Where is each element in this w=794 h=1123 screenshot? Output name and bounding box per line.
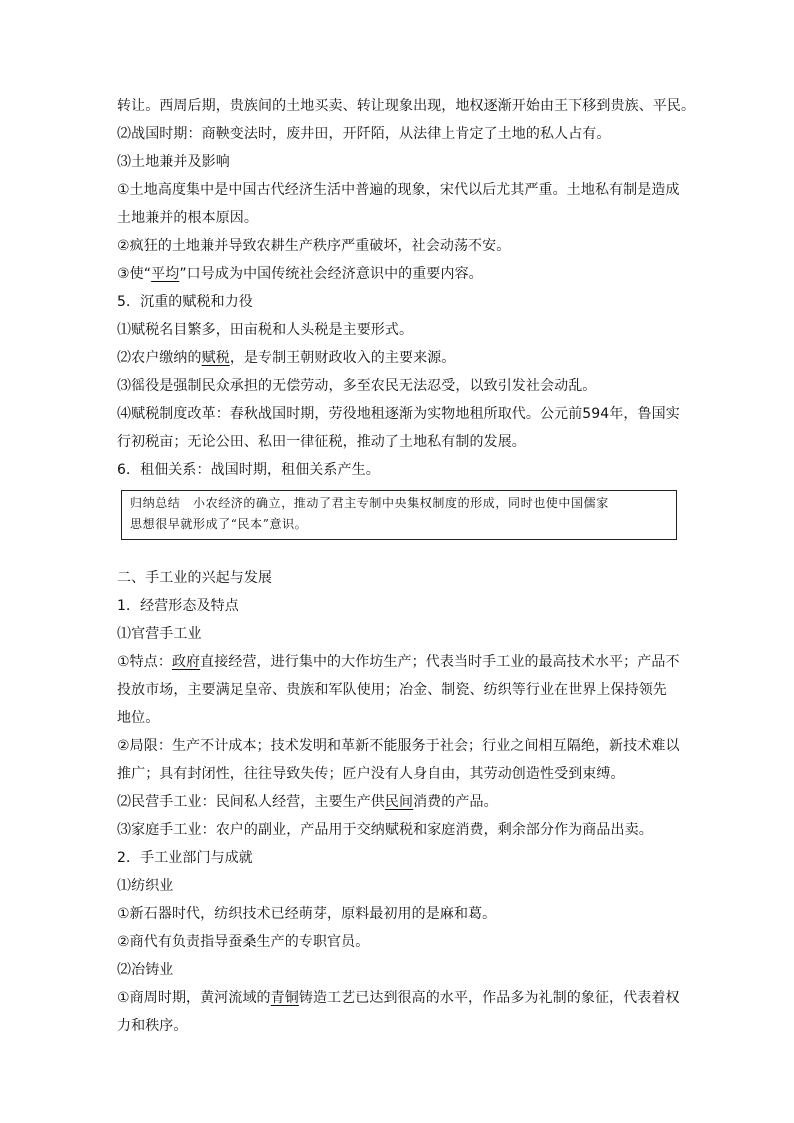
text-line [117, 984, 681, 1012]
text-line [117, 428, 681, 456]
text-segment: 2．手工业部门与成就 [117, 850, 253, 866]
text-segment: ⑵民营手工业：民间私人经营，主要生产供 [117, 794, 385, 810]
text-segment: ⑴纺织业 [117, 878, 174, 894]
text-segment: 消费的产品。 [413, 794, 498, 810]
text-line [117, 816, 681, 844]
text-line [117, 620, 681, 648]
text-segment: ②疯狂的土地兼并导致农耕生产秩序严重破坏，社会动荡不安。 [117, 238, 511, 254]
text-line [117, 1012, 681, 1040]
text-segment: 转让。西周后期，贵族间的土地买卖、转让现象出现，地权逐渐开始由王下移到贵族、平民。 [117, 98, 696, 114]
text-segment: 投放市场，主要满足皇帝、贵族和军队使用；冶金、制瓷、纺织等行业在世界上保持领先 [117, 682, 667, 698]
text-segment: 直接经营，进行集中的大作坊生产；代表当时手工业的最高技术水平；产品不 [200, 654, 680, 670]
text-segment: ①商周时期，黄河流域的 [117, 990, 271, 1006]
text-segment: ⑵冶铸业 [117, 962, 174, 978]
text-line [117, 120, 681, 148]
text-line [117, 260, 681, 288]
text-line [117, 148, 681, 176]
underlined-term: 平均 [151, 266, 180, 282]
underlined-term: 政府 [171, 654, 201, 670]
text-line [117, 676, 681, 704]
summary-line-1: 归纳总结 小农经济的确立，推动了君主专制中央集权制度的形成，同时也使中国儒家 [130, 496, 609, 510]
text-segment: ⑶家庭手工业：农户的副业，产品用于交纳赋税和家庭消费，剩余部分作为商品出卖。 [117, 822, 653, 838]
section-gap [117, 540, 681, 564]
text-segment: ①新石器时代，纺织技术已经萌芽，原料最初用的是麻和葛。 [117, 906, 497, 922]
underlined-term: 青铜 [270, 990, 299, 1006]
text-segment: ③使“ [117, 266, 152, 282]
text-segment: 行初税亩；无论公田、私田一律征税，推动了土地私有制的发展。 [117, 434, 526, 450]
text-segment: ⑶土地兼并及影响 [117, 154, 230, 170]
text-line [117, 176, 681, 204]
text-segment: 5．沉重的赋税和力役 [117, 294, 253, 310]
text-segment: ②局限：生产不计成本；技术发明和革新不能服务于社会；行业之间相互隔绝，新技术难以 [117, 738, 680, 754]
text-line [117, 564, 681, 592]
text-line [117, 592, 681, 620]
text-segment: 1．经营形态及特点 [117, 598, 239, 614]
text-line [117, 344, 681, 372]
text-line [117, 92, 696, 120]
document-page [117, 92, 696, 1040]
text-line [117, 928, 681, 956]
text-segment: 6．租佃关系：战国时期，租佃关系产生。 [117, 462, 380, 478]
text-line [117, 704, 681, 732]
underlined-term: 民间 [384, 794, 414, 810]
text-line [117, 232, 681, 260]
text-section-b [117, 564, 681, 1040]
text-segment: ①土地高度集中是中国古代经济生活中普遍的现象，宋代以后尤其严重。土地私有制是造成 [117, 182, 680, 198]
text-segment: 铸造工艺已达到很高的水平，作品多为礼制的象征，代表着权 [298, 990, 680, 1006]
text-line [117, 844, 681, 872]
text-segment: ⑴官营手工业 [117, 626, 202, 642]
text-line [117, 732, 681, 760]
text-segment: ⑶徭役是强制民众承担的无偿劳动，多至农民无法忍受，以致引发社会动乱。 [117, 378, 597, 394]
text-line [117, 456, 681, 484]
text-segment: 地位。 [117, 710, 160, 726]
text-line [117, 400, 681, 428]
text-line [117, 316, 681, 344]
text-line [117, 372, 681, 400]
text-segment: ①特点： [117, 654, 172, 670]
text-section-a [117, 92, 696, 484]
text-line [117, 788, 681, 816]
text-segment: ，是专制王朝财政收入的主要来源。 [229, 350, 456, 366]
text-line [117, 900, 681, 928]
summary-box [121, 490, 677, 540]
text-line [117, 956, 681, 984]
text-segment: ⑷赋税制度改革：春秋战国时期，劳役地租逐渐为实物地租所取代。公元前594年，鲁国实 [117, 406, 680, 422]
text-segment: ⑵农户缴纳的 [117, 350, 202, 366]
text-line [117, 872, 681, 900]
summary-line-2: 思想很早就形成了“民本”意识。 [130, 517, 308, 531]
text-segment: ②商代有负责指导蚕桑生产的专职官员。 [117, 934, 370, 950]
text-line [117, 204, 681, 232]
text-line [117, 288, 681, 316]
underlined-term: 赋税 [201, 350, 230, 366]
text-segment: 土地兼并的根本原因。 [117, 210, 258, 226]
text-segment: 二、手工业的兴起与发展 [117, 570, 273, 586]
text-segment: ”口号成为中国传统社会经济意识中的重要内容。 [179, 266, 483, 282]
text-line [117, 648, 681, 676]
text-segment: ⑵战国时期：商鞅变法时，废井田，开阡陌，从法律上肯定了土地的私人占有。 [117, 126, 611, 142]
text-segment: ⑴赋税名目繁多，田亩税和人头税是主要形式。 [117, 322, 414, 338]
text-line [117, 760, 681, 788]
text-segment: 推广；具有封闭性，往往导致失传；匠户没有人身自由，其劳动创造性受到束缚。 [117, 766, 625, 782]
text-segment: 力和秩序。 [117, 1018, 188, 1034]
